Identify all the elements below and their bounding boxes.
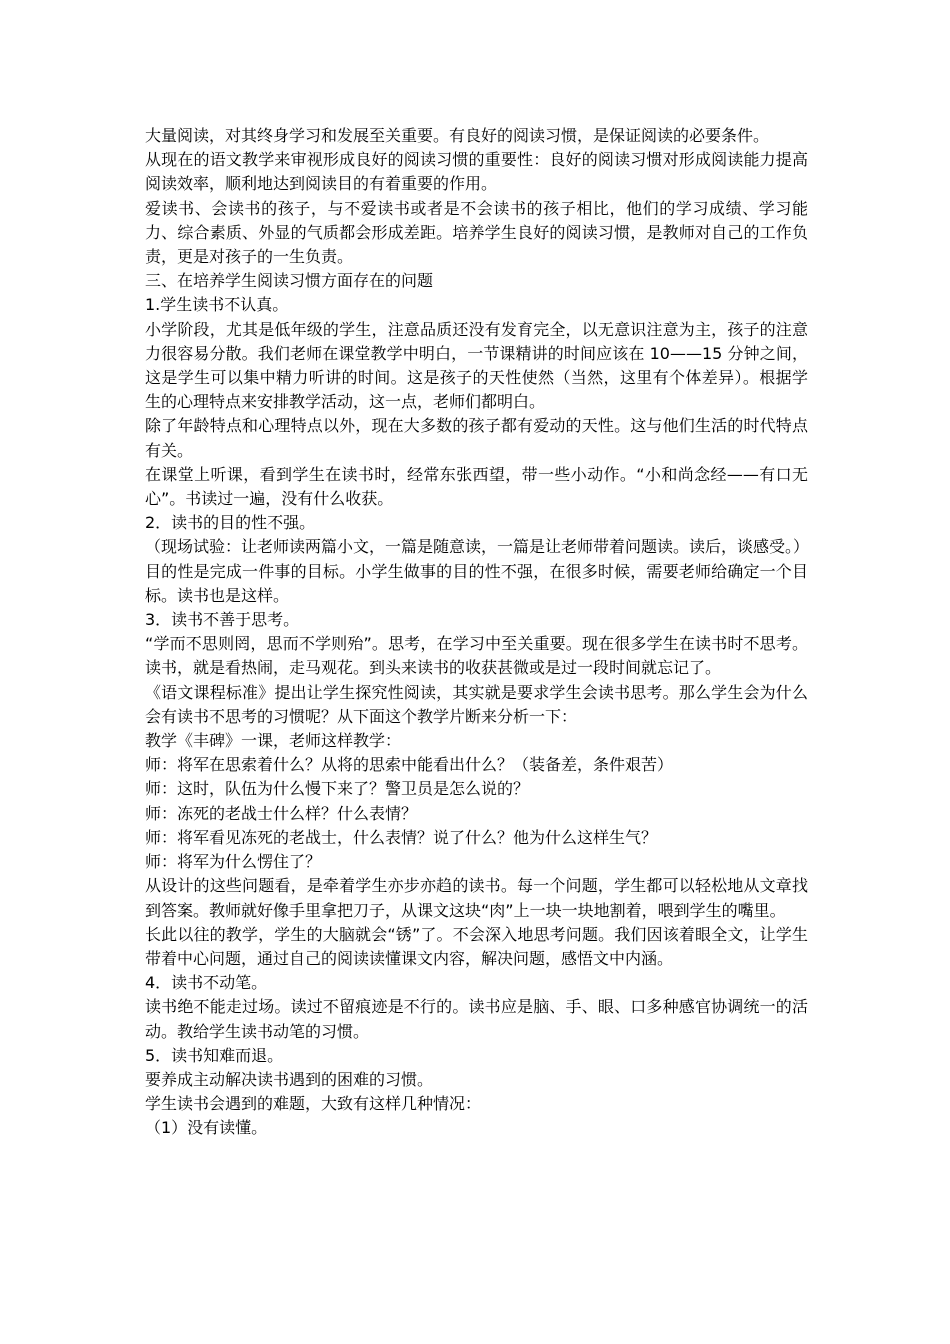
dialogue-line: 师：将军为什么愣住了？: [145, 852, 322, 872]
paragraph: 大量阅读，对其终身学习和发展至关重要。有良好的阅读习惯，是保证阅读的必要条件。: [145, 126, 770, 145]
dialogue-line: 师：冻死的老战士什么样？什么表情？: [145, 803, 418, 823]
dialogue-line: 师：将军在思索着什么？从将的思索中能看出什么？（装备差，条件艰苦）: [145, 755, 674, 775]
document-body: [145, 124, 808, 1141]
paragraph: 从现在的语文教学来审视形成良好的阅读习惯的重要性：良好的阅读习惯对形成阅读能力提高阅读效率，顺利地达到阅读目的有着重要的作用。: [145, 150, 808, 194]
paragraph: 在课堂上听课，看到学生在读书时，经常东张西望，带一些小动作。“小和尚念经——有口无心”。书读过一遍，没有什么收获。: [145, 464, 808, 509]
paragraph: 读书绝不能走过场。读过不留痕迹是不行的。读书应是脑、手、眼、口多种感官协调统一的活动。教给学生读书动笔的习惯。: [145, 997, 808, 1041]
subheading: 3．读书不善于思考。: [145, 610, 300, 630]
subheading: 1.学生读书不认真。: [145, 295, 289, 315]
dialogue-line: 师：将军看见冻死的老战士，什么表情？说了什么？他为什么这样生气？: [145, 827, 658, 847]
paragraph: 要养成主动解决读书遇到的困难的习惯。: [145, 1069, 434, 1089]
paragraph: 学生读书会遇到的难题，大致有这样几种情况：: [145, 1094, 482, 1114]
paragraph: 爱读书、会读书的孩子，与不爱读书或者是不会读书的孩子相比，他们的学习成绩、学习能力、综合素质、外显的气质都会形成差距。培养学生良好的阅读习惯，是教师对自己的工作负责，更是对孩子的一生负责。: [145, 198, 808, 267]
subheading: 2．读书的目的性不强。: [145, 513, 316, 533]
paragraph: 除了年龄特点和心理特点以外，现在大多数的孩子都有爱动的天性。这与他们生活的时代特点有关。: [145, 416, 808, 460]
paragraph: 目的性是完成一件事的目标。小学生做事的目的性不强，在很多时候，需要老师给确定一个目标。读书也是这样。: [145, 561, 808, 605]
section-heading: 三、在培养学生阅读习惯方面存在的问题: [145, 271, 434, 291]
subheading: 4．读书不动笔。: [145, 973, 268, 993]
dialogue-line: 师：这时，队伍为什么慢下来了？警卫员是怎么说的？: [145, 779, 530, 799]
paragraph: 从设计的这些问题看，是牵着学生亦步亦趋的读书。每一个问题，学生都可以轻松地从文章找到答案。教师就好像手里拿把刀子，从课文这块“肉”上一块一块地割着，喂到学生的嘴里。: [145, 876, 808, 920]
list-item: （1）没有读懂。: [145, 1118, 268, 1138]
subheading: 5．读书知难而退。: [145, 1045, 284, 1065]
paragraph: （现场试验：让老师读两篇小文，一篇是随意读，一篇是让老师带着问题读。读后，谈感受。）: [145, 537, 810, 557]
paragraph: 长此以往的教学，学生的大脑就会“锈”了。不会深入地思考问题。我们因该着眼全文，让学生带着中心问题，通过自己的阅读读懂课文内容，解决问题，感悟文中内涵。: [145, 924, 808, 968]
paragraph: 小学阶段，尤其是低年级的学生，注意品质还没有发育完全，以无意识注意为主，孩子的注意力很容易分散。我们老师在课堂教学中明白，一节课精讲的时间应该在 10——15 分钟之间，这是学生可以集中精力听讲的时间。这是孩子的天性使然（当然，这里有个体差异）。根据学生的心理特点来安排教学活动，这一点，老师们都明白。: [145, 319, 808, 412]
paragraph: 教学《丰碑》一课，老师这样教学：: [145, 731, 402, 751]
paragraph: “学而不思则罔，思而不学则殆”。思考，在学习中至关重要。现在很多学生在读书时不思考。读书，就是看热闹，走马观花。到头来读书的收获甚微或是过一段时间就忘记了。: [145, 634, 808, 678]
paragraph: 《语文课程标准》提出让学生探究性阅读，其实就是要求学生会读书思考。那么学生会为什么会有读书不思考的习惯呢？从下面这个教学片断来分析一下：: [145, 682, 808, 726]
